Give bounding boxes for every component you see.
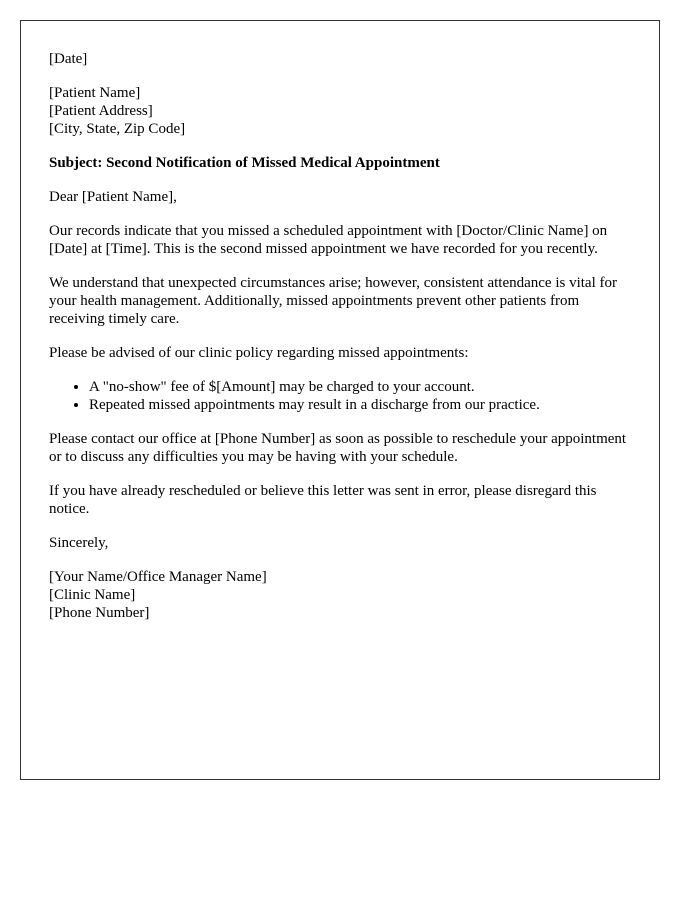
paragraph-policy-intro: Please be advised of our clinic policy regarding missed appointments: — [49, 345, 469, 361]
paragraph-disregard: If you have already rescheduled or believe this letter was sent in error, please disregard this notice. — [49, 483, 597, 517]
paragraph-attendance: We understand that unexpected circumstances arise; however, consistent attendance is vital for your health management. Additionally, missed appointments prevent other patients from receiving timely care. — [49, 275, 617, 327]
signature-phone: [Phone Number] — [49, 605, 150, 621]
paragraph-missed-appointment: Our records indicate that you missed a scheduled appointment with [Doctor/Clinic Name] on [Date] at [Time]. This is the second missed appointment we have recorded for you recently. — [49, 223, 608, 257]
policy-list — [49, 378, 631, 414]
recipient-name: [Patient Name] — [49, 85, 141, 101]
recipient-address-block — [49, 84, 631, 138]
policy-item-discharge: • Repeated missed appointments may result in a discharge from our practice. — [89, 396, 631, 414]
signature-clinic: [Clinic Name] — [49, 587, 136, 603]
letter-subject: Subject: Second Notification of Missed Medical Appointment — [49, 155, 440, 171]
letter-page — [20, 20, 660, 780]
policy-item-no-show-fee: • A "no-show" fee of $[Amount] may be charged to your account. — [89, 378, 631, 396]
letter-date: [Date] — [49, 51, 88, 67]
recipient-address: [Patient Address] — [49, 103, 153, 119]
recipient-city-state-zip: [City, State, Zip Code] — [49, 121, 186, 137]
letter-salutation: Dear [Patient Name], — [49, 189, 177, 205]
signature-name: [Your Name/Office Manager Name] — [49, 569, 267, 585]
paragraph-contact: Please contact our office at [Phone Number] as soon as possible to reschedule your appointment or to discuss any difficulties you may be having with your schedule. — [49, 431, 627, 465]
letter-closing: Sincerely, — [49, 535, 109, 551]
signature-block — [49, 568, 631, 622]
